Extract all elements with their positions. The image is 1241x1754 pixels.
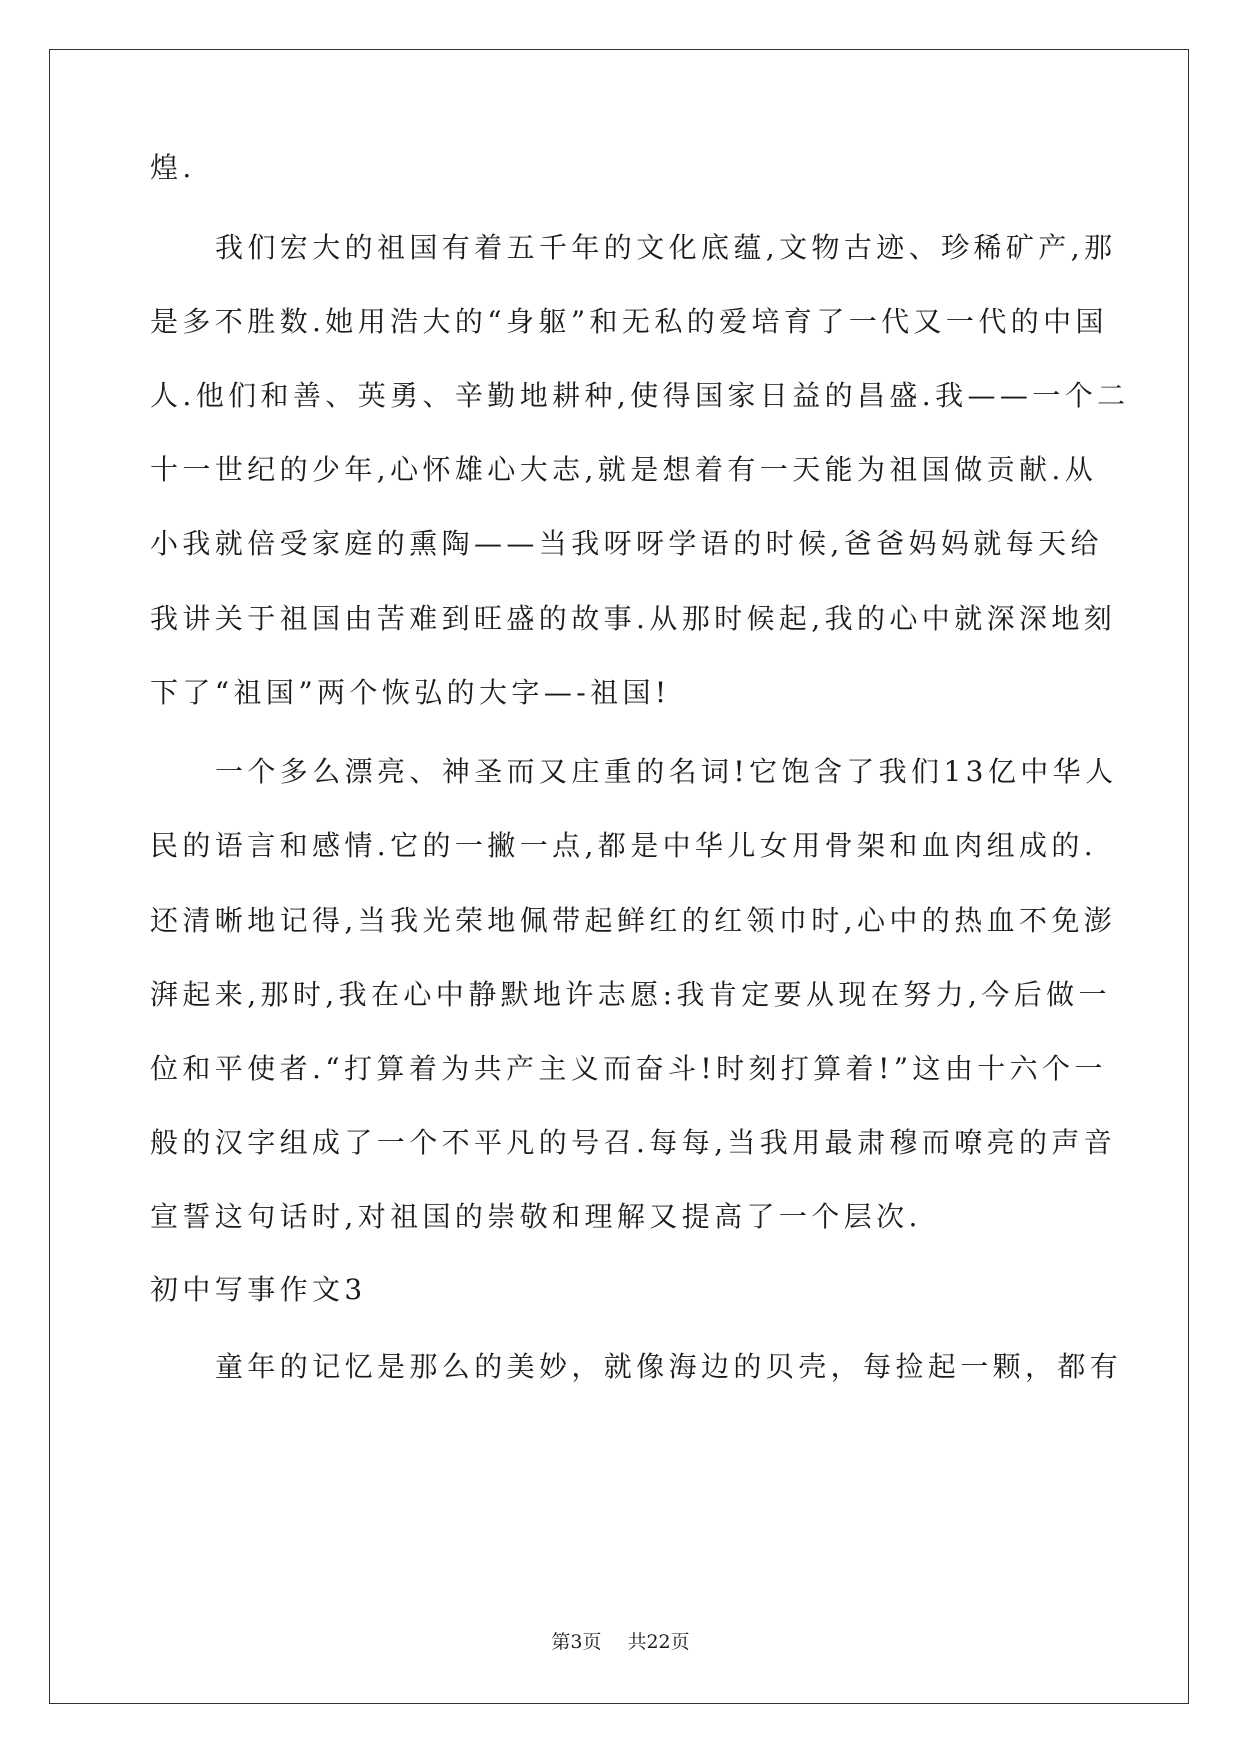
text-line: 般的汉字组成了一个不平凡的号召.每每,当我用最肃穆而嘹亮的声音 — [150, 1126, 1117, 1159]
text-line: 我讲关于祖国由苦难到旺盛的故事.从那时候起,我的心中就深深地刻 — [150, 602, 1117, 635]
page-total: 共22页 — [627, 1631, 690, 1653]
text-line: 是多不胜数.她用浩大的“身躯”和无私的爱培育了一代又一代的中国 — [150, 305, 1108, 338]
paragraph-first-line: 童年的记忆是那么的美妙，就像海边的贝壳，每捡起一颗，都有 — [215, 1350, 1123, 1383]
text-line: 还清晰地记得,当我光荣地佩带起鲜红的红领巾时,心中的热血不免澎 — [150, 904, 1117, 937]
paragraph-first-line: 我们宏大的祖国有着五千年的文化底蕴,文物古迹、珍稀矿产,那 — [215, 231, 1117, 264]
text-line: 下了“祖国”两个恢弘的大字—-祖国! — [150, 676, 671, 709]
text-line: 人.他们和善、英勇、辛勤地耕种,使得国家日益的昌盛.我——一个二 — [150, 379, 1130, 412]
text-line: 小我就倍受家庭的熏陶——当我呀呀学语的时候,爸爸妈妈就每天给 — [150, 527, 1103, 560]
section-heading: 初中写事作文3 — [150, 1273, 367, 1306]
text-line: 煌. — [150, 151, 196, 184]
text-line: 十一世纪的少年,心怀雄心大志,就是想着有一天能为祖国做贡献.从 — [150, 453, 1098, 486]
text-line: 民的语言和感情.它的一撇一点,都是中华儿女用骨架和血肉组成的. — [150, 829, 1098, 862]
text-line: 位和平使者.“打算着为共产主义而奋斗!时刻打算着!”这由十六个一 — [150, 1052, 1107, 1085]
text-line: 湃起来,那时,我在心中静默地许志愿:我肯定要从现在努力,今后做一 — [150, 978, 1111, 1011]
page-border — [49, 49, 1189, 1704]
text-line: 宣誓这句话时,对祖国的崇敬和理解又提高了一个层次. — [150, 1200, 922, 1233]
paragraph-first-line: 一个多么漂亮、神圣而又庄重的名词!它饱含了我们13亿中华人 — [215, 755, 1118, 788]
page-footer — [0, 1630, 1241, 1654]
page-number: 第3页 — [551, 1631, 602, 1653]
